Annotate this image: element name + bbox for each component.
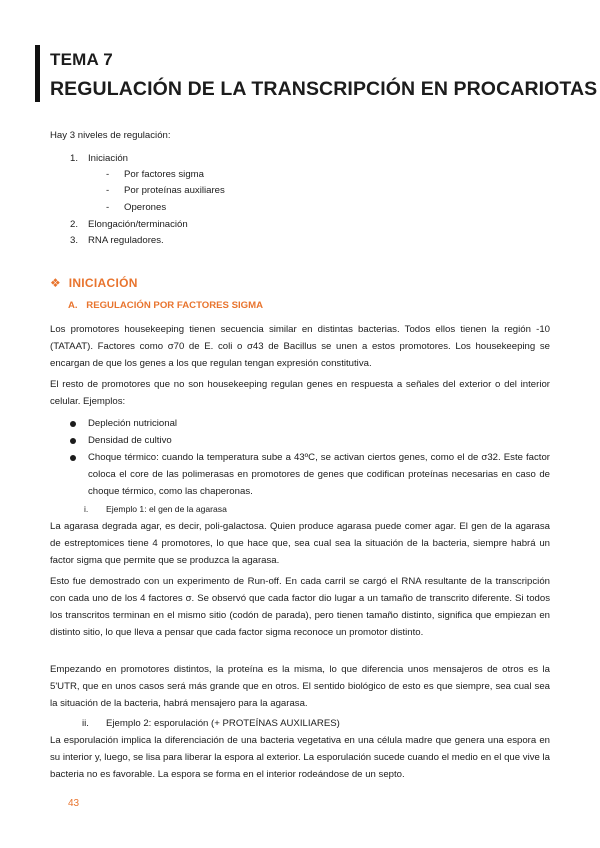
page-title: REGULACIÓN DE LA TRANSCRIPCIÓN EN PROCARIOTAS	[50, 78, 598, 100]
example-2-num: ii.	[82, 718, 89, 729]
sublevel-3-dash: -	[106, 202, 110, 213]
section-heading	[50, 276, 138, 290]
level-1-num: 1.	[70, 153, 79, 164]
example-2-title: Ejemplo 2: esporulación (+ PROTEÍNAS AUXILIARES)	[106, 718, 340, 729]
paragraph-esporulacion: La esporulación implica la diferenciación de una bacteria vegetativa en una célula madre que genera una espora en su interior y, luego, se lisa para liberar la espora al exterior. La esporulación sucede cuando el medio en el que vive la bacteria no es favorable. La espora se forma en el interior rodeándose de un septo.	[50, 735, 550, 780]
level-3-label: RNA reguladores.	[88, 235, 164, 246]
subsection-title: REGULACIÓN POR FACTORES SIGMA	[86, 300, 264, 311]
level-1-label: Iniciación	[88, 153, 128, 164]
bullet-item: Depleción nutricional	[88, 418, 178, 429]
subsection-heading	[68, 300, 263, 311]
subsection-letter: A.	[68, 300, 78, 311]
paragraph-run-off: Esto fue demostrado con un experimento de Run-off. En cada carril se cargó el RNA resultante de la transcripción con cada uno de los 4 factores σ. Se observó que cada factor dio lugar a un tamaño de transcrito diferente. Si todos los transcritos terminan en el mismo sitio (codón de parada), pero tienen tamaño distinto, significa que empiezan en distinto sitio, lo que lleva a pensar que cada factor sigma reconoce un promotor distinto.	[50, 576, 550, 638]
sublevel-2-label: Por proteínas auxiliares	[124, 185, 225, 196]
example-1-num: i.	[84, 504, 89, 514]
title-accent-bar	[35, 45, 40, 102]
bullet-item: Densidad de cultivo	[88, 435, 172, 446]
sublevel-2-dash: -	[106, 185, 110, 196]
section-title: INICIACIÓN	[68, 276, 138, 290]
intro-text: Hay 3 niveles de regulación:	[50, 130, 171, 141]
level-2-num: 2.	[70, 219, 79, 230]
paragraph-agarasa: La agarasa degrada agar, es decir, poli-galactosa. Quien produce agarasa puede comer agar. El gen de la agarasa de estreptomices tiene 4 promotores, lo que hace que, sea cual sea la situación de la bacteria, siempre habrá un factor sigma que permite que se produzca la agarasa.	[50, 521, 550, 566]
sublevel-1-dash: -	[106, 169, 110, 180]
level-3-num: 3.	[70, 235, 79, 246]
diamond-bullet-icon: ❖	[50, 276, 62, 290]
paragraph-housekeeping: Los promotores housekeeping tienen secuencia similar en distintas bacterias. Todos ellos tienen la región -10 (TATAAT). Factores como σ70 de E. coli o σ43 de Bacillus se unen a estos promotores. Los housekeeping se encargan de que los genes a los que regulan tengan expresión constitutiva.	[50, 324, 550, 369]
bullet-dot	[70, 455, 76, 461]
bullet-dot	[70, 421, 76, 427]
paragraph-other-promoters: El resto de promotores que no son housekeeping regulan genes en respuesta a señales del exterior o del interior celular. Ejemplos:	[50, 379, 550, 407]
sublevel-1-label: Por factores sigma	[124, 169, 204, 180]
bullet-dot	[70, 438, 76, 444]
paragraph-5utr: Empezando en promotores distintos, la proteína es la misma, lo que diferencia unos mensajeros de otros es la 5'UTR, que en unos casos será más grande que en otros. El sentido biológico de esto es que siempre, sea cual sea la situación de la bacteria, habrá mensajero para la agarasa.	[50, 664, 550, 709]
sublevel-3-label: Operones	[124, 202, 167, 213]
page-number: 43	[68, 798, 80, 809]
example-1-title: Ejemplo 1: el gen de la agarasa	[106, 504, 227, 514]
tema-label: TEMA 7	[50, 50, 113, 69]
bullet-item: Choque térmico: cuando la temperatura sube a 43ºC, se activan ciertos genes, como el de σ32. Este factor coloca el core de las polimerasas en promotores de genes que codifican proteínas necesarias en caso de choque térmico, como las chaperonas.	[88, 452, 550, 497]
level-2-label: Elongación/terminación	[88, 219, 188, 230]
